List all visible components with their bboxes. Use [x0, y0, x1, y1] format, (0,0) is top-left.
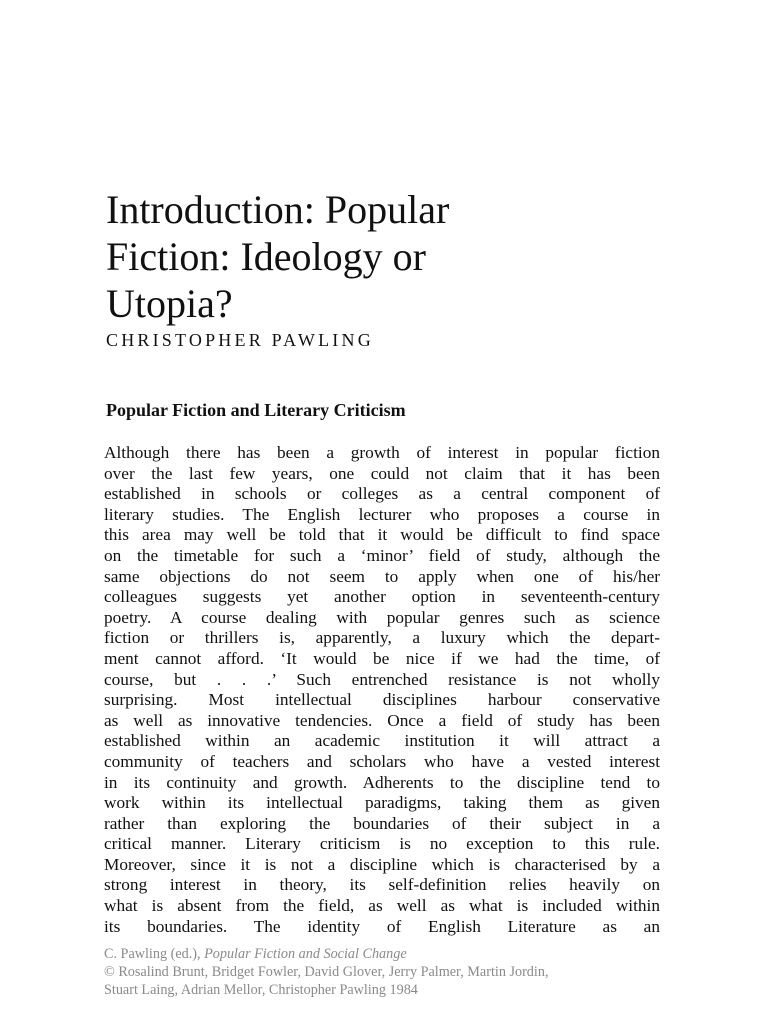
body-line: course, but . . .’ Such entrenched resistance is not wholly — [104, 669, 660, 689]
body-line: this area may well be told that it would be difficult to find space — [104, 525, 660, 545]
body-line: in its continuity and growth. Adherents to the discipline tend to — [104, 772, 660, 792]
footer-copyright-line: © Rosalind Brunt, Bridget Fowler, David Glover, Jerry Palmer, Martin Jordin, — [104, 964, 549, 980]
body-line: strong interest in theory, its self-definition relies heavily on — [104, 875, 660, 895]
body-line: as well as innovative tendencies. Once a field of study has been — [104, 710, 660, 730]
body-line: surprising. Most intellectual disciplines harbour conservative — [104, 690, 660, 710]
chapter-title — [106, 186, 666, 327]
body-line: community of teachers and scholars who have a vested interest — [104, 751, 660, 771]
body-line: poetry. A course dealing with popular genres such as science — [104, 607, 660, 627]
body-line: ment cannot afford. ‘It would be nice if we had the time, of — [104, 648, 660, 668]
footer-editor: C. Pawling (ed.), — [104, 946, 201, 962]
body-line: critical manner. Literary criticism is no exception to this rule. — [104, 834, 660, 854]
body-line: established within an academic institution it will attract a — [104, 731, 660, 751]
chapter-title-line: Fiction: Ideology or — [106, 234, 426, 279]
body-paragraph — [104, 443, 660, 937]
body-line: rather than exploring the boundaries of their subject in a — [104, 813, 660, 833]
body-line: its boundaries. The identity of English Literature as an — [104, 916, 660, 936]
body-line: fiction or thrillers is, apparently, a luxury which the depart- — [104, 628, 660, 648]
chapter-title-line: Utopia? — [106, 281, 233, 326]
footer-citation — [104, 945, 704, 963]
author-name: CHRISTOPHER PAWLING — [106, 330, 374, 350]
body-line: over the last few years, one could not claim that it has been — [104, 463, 660, 483]
body-line: what is absent from the field, as well as what is included within — [104, 896, 660, 916]
footer-copyright-line: Stuart Laing, Adrian Mellor, Christopher Pawling 1984 — [104, 982, 418, 998]
body-line: Moreover, since it is not a discipline which is characterised by a — [104, 854, 660, 874]
chapter-title-line: Introduction: Popular — [106, 187, 450, 232]
body-line: colleagues suggests yet another option in seventeenth-century — [104, 587, 660, 607]
footer-book-title: Popular Fiction and Social Change — [204, 946, 407, 962]
body-line: established in schools or colleges as a central component of — [104, 484, 660, 504]
body-line: on the timetable for such a ‘minor’ field of study, although the — [104, 545, 660, 565]
page-footer — [104, 945, 704, 999]
section-heading: Popular Fiction and Literary Criticism — [106, 400, 406, 420]
body-line: literary studies. The English lecturer who proposes a course in — [104, 504, 660, 524]
body-line: work within its intellectual paradigms, taking them as given — [104, 793, 660, 813]
body-line: same objections do not seem to apply when one of his/her — [104, 566, 660, 586]
body-line: Although there has been a growth of interest in popular fiction — [104, 443, 660, 462]
